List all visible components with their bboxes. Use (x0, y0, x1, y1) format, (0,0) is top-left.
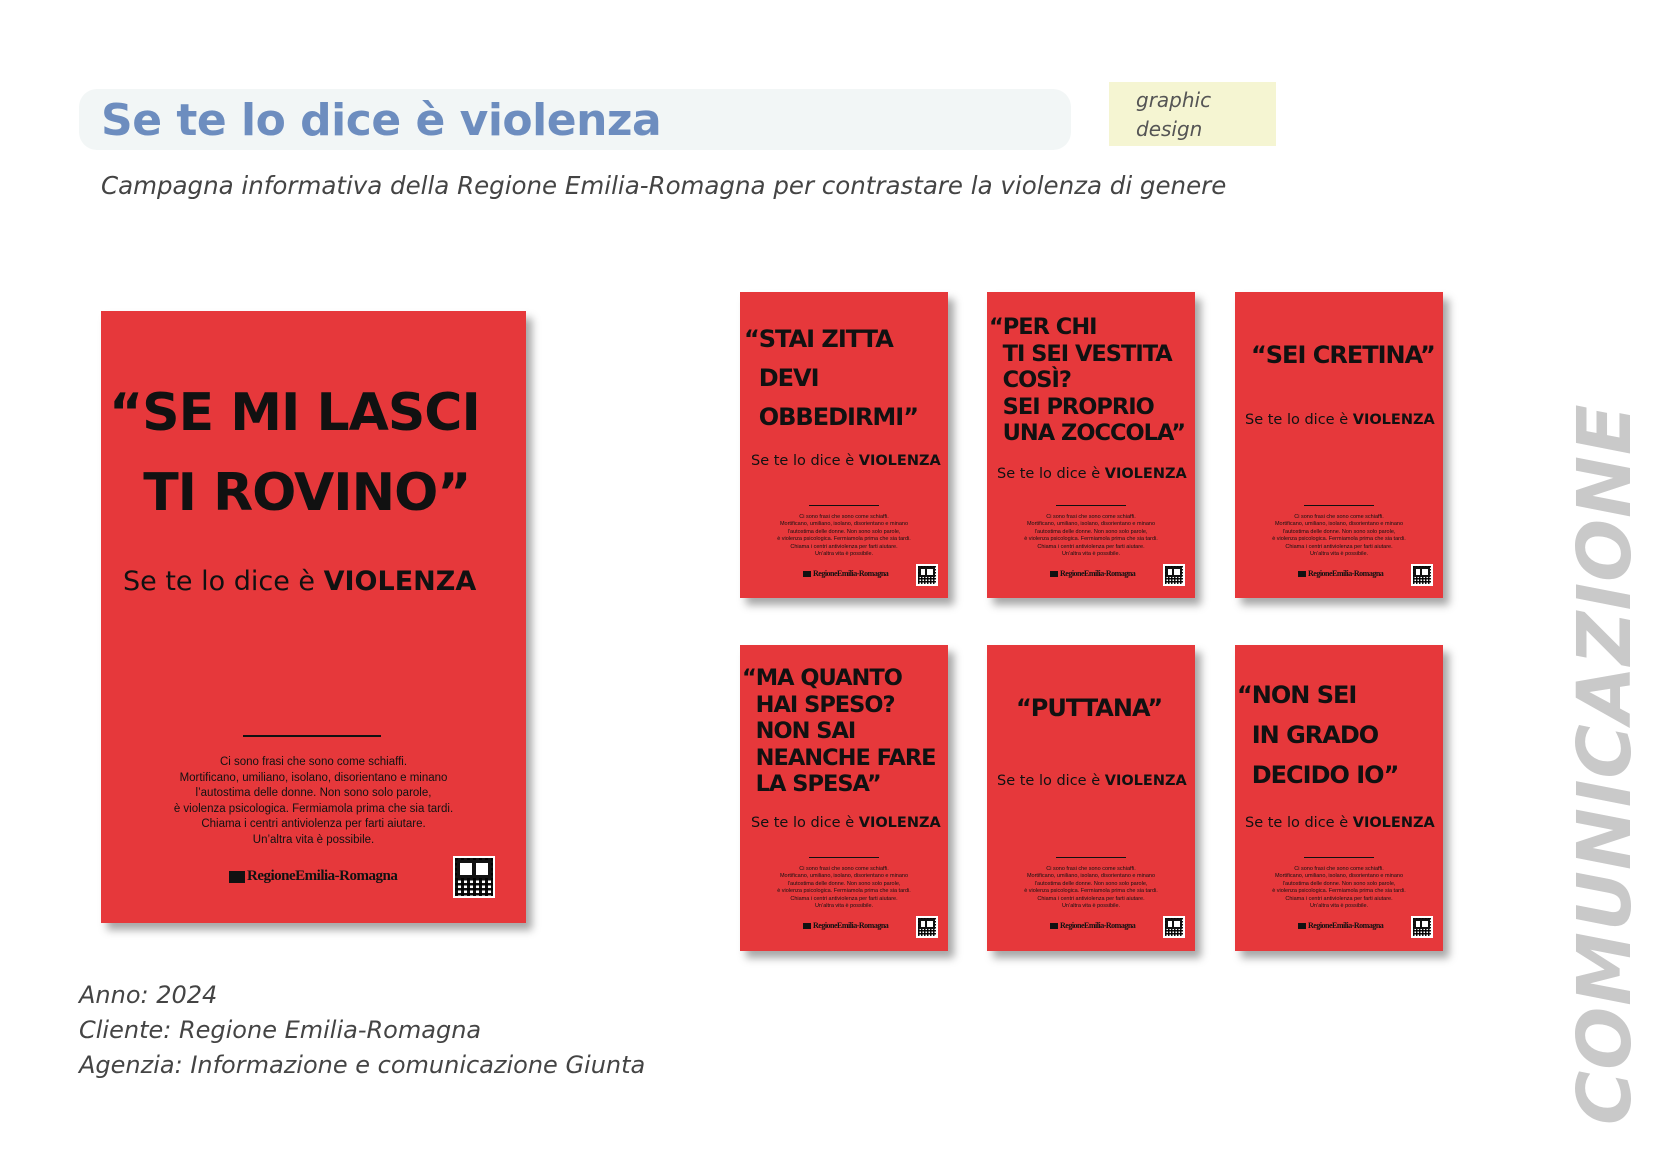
poster-quote: “NON SEI IN GRADO DECIDO IO” (1237, 681, 1399, 789)
poster-small (987, 645, 1195, 951)
category-tag-line2: design (1136, 117, 1203, 141)
poster-main (101, 311, 526, 923)
tagline-prefix: Se te lo dice è (1245, 815, 1349, 831)
regione-logo (1298, 569, 1383, 578)
poster-body-text: Ci sono frasi che sono come schiaffi. Mortificano, umiliano, isolano, disorientano e minano l’autostima delle donne. Non sono solo parole, è violenza psicologica. Fermiamola prima che sia tardi. Chiama i centri antiviolenza per farti aiutare. Un’altra vita è possibile. (173, 756, 454, 846)
regione-logo-text: RegioneEmilia-Romagna (1308, 921, 1384, 930)
poster-divider (1056, 857, 1126, 858)
poster-quote: “MA QUANTO HAI SPESO? NON SAI NEANCHE FARE LA SPESA” (742, 665, 936, 797)
meta-year: Anno: 2024 (79, 981, 218, 1009)
regione-logo-mark (1298, 571, 1306, 577)
poster-small (987, 292, 1195, 598)
tagline-emphasis: VIOLENZA (1352, 815, 1435, 831)
poster-tagline (751, 815, 941, 831)
poster-divider (1304, 505, 1374, 506)
tagline-prefix: Se te lo dice è (123, 566, 316, 597)
poster-tagline (997, 466, 1187, 482)
category-tag-line1: graphic (1136, 88, 1212, 112)
qr-code-icon (1411, 916, 1433, 938)
poster-small (740, 645, 948, 951)
tagline-emphasis: VIOLENZA (1104, 466, 1187, 482)
poster-small (740, 292, 948, 598)
page-subtitle: Campagna informativa della Regione Emilia-Romagna per contrastare la violenza di genere (101, 171, 1227, 200)
poster-divider (809, 505, 879, 506)
page-title: Se te lo dice è violenza (101, 95, 662, 146)
regione-logo (1298, 921, 1383, 930)
poster-quote: “STAI ZITTA DEVI OBBEDIRMI” (744, 325, 919, 431)
tagline-emphasis: VIOLENZA (858, 453, 941, 469)
poster-body-text: Ci sono frasi che sono come schiaffi. Mortificano, umiliano, isolano, disorientano e minano l’autostima delle donne. Non sono solo parole, è violenza psicologica. Fermiamola prima che sia tardi. Chiama i centri antiviolenza per farti aiutare. Un’altra vita è possibile. (777, 866, 911, 910)
tagline-emphasis: VIOLENZA (1352, 412, 1435, 428)
qr-code-icon (453, 856, 495, 898)
regione-logo (229, 868, 397, 885)
poster-body-text: Ci sono frasi che sono come schiaffi. Mortificano, umiliano, isolano, disorientano e minano l’autostima delle donne. Non sono solo parole, è violenza psicologica. Fermiamola prima che sia tardi. Chiama i centri antiviolenza per farti aiutare. Un’altra vita è possibile. (777, 514, 911, 558)
section-side-label: COMUNICAZIONE (1562, 403, 1648, 1125)
meta-client: Cliente: Regione Emilia-Romagna (79, 1016, 482, 1044)
poster-body-text: Ci sono frasi che sono come schiaffi. Mortificano, umiliano, isolano, disorientano e minano l’autostima delle donne. Non sono solo parole, è violenza psicologica. Fermiamola prima che sia tardi. Chiama i centri antiviolenza per farti aiutare. Un’altra vita è possibile. (1024, 514, 1158, 558)
regione-logo-text: RegioneEmilia-Romagna (813, 921, 889, 930)
poster-quote: “PER CHI TI SEI VESTITA COSÌ? SEI PROPRIO UNA ZOCCOLA” (989, 314, 1186, 446)
tagline-emphasis: VIOLENZA (858, 815, 941, 831)
qr-code-icon (1163, 564, 1185, 586)
regione-logo (1050, 921, 1135, 930)
qr-code-icon (1163, 916, 1185, 938)
poster-tagline (997, 773, 1187, 789)
regione-logo-text: RegioneEmilia-Romagna (1060, 569, 1136, 578)
poster-body-text: Ci sono frasi che sono come schiaffi. Mortificano, umiliano, isolano, disorientano e minano l’autostima delle donne. Non sono solo parole, è violenza psicologica. Fermiamola prima che sia tardi. Chiama i centri antiviolenza per farti aiutare. Un’altra vita è possibile. (1272, 866, 1406, 910)
tagline-prefix: Se te lo dice è (997, 773, 1101, 789)
poster-tagline (123, 566, 476, 597)
poster-tagline (1245, 412, 1435, 428)
regione-logo-mark (1298, 923, 1306, 929)
tagline-prefix: Se te lo dice è (1245, 412, 1349, 428)
poster-divider (243, 735, 381, 737)
poster-quote: “SEI CRETINA” (1251, 341, 1435, 369)
regione-logo (803, 921, 888, 930)
poster-tagline (1245, 815, 1435, 831)
regione-logo-text: RegioneEmilia-Romagna (247, 868, 398, 884)
regione-logo-mark (803, 923, 811, 929)
poster-divider (809, 857, 879, 858)
poster-small (1235, 645, 1443, 951)
regione-logo (1050, 569, 1135, 578)
poster-body-text: Ci sono frasi che sono come schiaffi. Mortificano, umiliano, isolano, disorientano e minano l’autostima delle donne. Non sono solo parole, è violenza psicologica. Fermiamola prima che sia tardi. Chiama i centri antiviolenza per farti aiutare. Un’altra vita è possibile. (1272, 514, 1406, 558)
regione-logo-text: RegioneEmilia-Romagna (1308, 569, 1384, 578)
regione-logo-text: RegioneEmilia-Romagna (813, 569, 889, 578)
regione-logo-mark (1050, 923, 1058, 929)
poster-divider (1304, 857, 1374, 858)
qr-code-icon (916, 564, 938, 586)
poster-quote: “PUTTANA” (1016, 694, 1163, 722)
tagline-prefix: Se te lo dice è (997, 466, 1101, 482)
tagline-emphasis: VIOLENZA (1104, 773, 1187, 789)
project-meta (79, 978, 645, 1083)
regione-logo-mark (803, 571, 811, 577)
poster-quote: “SE MI LASCI TI ROVINO” (109, 383, 480, 523)
qr-code-icon (1411, 564, 1433, 586)
poster-divider (1056, 505, 1126, 506)
meta-agency: Agenzia: Informazione e comunicazione Giunta (79, 1051, 646, 1079)
title-bar (79, 89, 1071, 150)
category-tag (1109, 82, 1276, 146)
poster-tagline (751, 453, 941, 469)
qr-code-icon (916, 916, 938, 938)
regione-logo-text: RegioneEmilia-Romagna (1060, 921, 1136, 930)
regione-logo-mark (229, 871, 245, 883)
regione-logo-mark (1050, 571, 1058, 577)
regione-logo (803, 569, 888, 578)
tagline-prefix: Se te lo dice è (751, 453, 855, 469)
tagline-prefix: Se te lo dice è (751, 815, 855, 831)
poster-small (1235, 292, 1443, 598)
tagline-emphasis: VIOLENZA (323, 566, 477, 597)
poster-body-text: Ci sono frasi che sono come schiaffi. Mortificano, umiliano, isolano, disorientano e minano l’autostima delle donne. Non sono solo parole, è violenza psicologica. Fermiamola prima che sia tardi. Chiama i centri antiviolenza per farti aiutare. Un’altra vita è possibile. (1024, 866, 1158, 910)
